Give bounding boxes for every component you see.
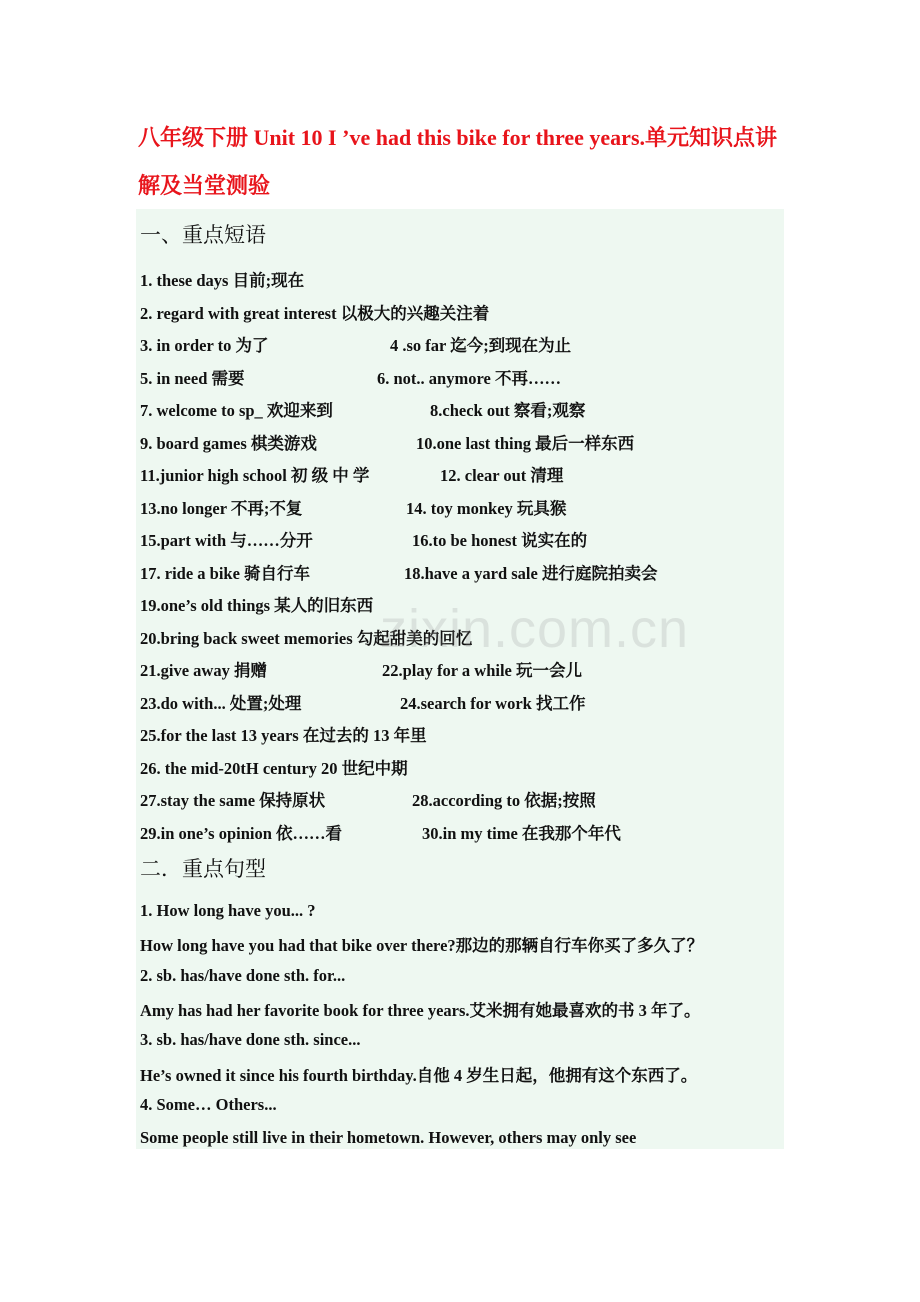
phrase-item: 20.bring back sweet memories 勾起甜美的回忆 [140, 629, 473, 648]
phrase-row [140, 430, 635, 454]
phrase-item: 8.check out 察看;观察 [430, 401, 586, 420]
phrase-row [140, 300, 489, 324]
content-panel [136, 209, 784, 1149]
phrase-item: 24.search for work 找工作 [400, 694, 586, 713]
sentence-line: Some people still live in their hometown. However, others may only see [140, 1128, 637, 1147]
phrase-row [140, 722, 427, 746]
sentence-line: 4. Some… Others... [140, 1095, 277, 1114]
phrase-item: 19.one’s old things 某人的旧东西 [140, 596, 374, 615]
phrase-item: 9. board games 棋类游戏 [140, 434, 317, 453]
phrase-row [140, 820, 621, 844]
phrase-item: 16.to be honest 说实在的 [412, 531, 588, 550]
phrase-row [140, 462, 564, 486]
phrase-item: 5. in need 需要 [140, 369, 245, 388]
phrase-item: 6. not.. anymore 不再…… [377, 369, 561, 388]
sentence-line: He’s owned it since his fourth birthday.自他 4 岁生日起，他拥有这个东西了。 [140, 1066, 698, 1085]
phrase-row [140, 755, 408, 779]
phrase-item: 15.part with 与……分开 [140, 531, 313, 550]
phrase-item: 25.for the last 13 years 在过去的 13 年里 [140, 726, 427, 745]
phrase-row [140, 625, 472, 649]
phrase-item: 17. ride a bike 骑自行车 [140, 564, 311, 583]
phrase-item: 13.no longer 不再;不复 [140, 499, 303, 518]
phrase-row [140, 495, 567, 519]
sentence-line: 2. sb. has/have done sth. for... [140, 966, 346, 985]
sentence-line: How long have you had that bike over there?那边的那辆自行车你买了多久了？ [140, 936, 704, 955]
phrase-item: 10.one last thing 最后一样东西 [416, 434, 635, 453]
phrase-item: 14. toy monkey 玩具猴 [406, 499, 567, 518]
phrase-item: 18.have a yard sale 进行庭院拍卖会 [404, 564, 658, 583]
phrase-row [140, 560, 658, 584]
sentence-line: 1. How long have you... ? [140, 901, 316, 920]
phrase-row [140, 397, 586, 421]
phrase-item: 7. welcome to sp_ 欢迎来到 [140, 401, 333, 420]
phrase-item: 23.do with... 处置;处理 [140, 694, 302, 713]
sentence-line: 3. sb. has/have done sth. since... [140, 1030, 361, 1049]
phrase-row [140, 592, 373, 616]
phrase-item: 30.in my time 在我那个年代 [422, 824, 621, 843]
phrase-row [140, 690, 586, 714]
phrase-item: 11.junior high school 初 级 中 学 [140, 466, 370, 485]
section-heading-phrases: 一、重点短语 [140, 223, 266, 247]
phrase-row [140, 332, 572, 356]
phrase-item: 21.give away 捐赠 [140, 661, 267, 680]
document-title: 八年级下册 Unit 10 I ’ve had this bike for three years.单元知识点讲解及当堂测验 [138, 125, 778, 198]
phrase-item: 29.in one’s opinion 依……看 [140, 824, 343, 843]
phrase-item: 3. in order to 为了 [140, 336, 269, 355]
phrase-row [140, 267, 304, 291]
phrase-item: 12. clear out 清理 [440, 466, 564, 485]
phrase-item: 1. these days 目前;现在 [140, 271, 305, 290]
phrase-item: 28.according to 依据;按照 [412, 791, 596, 810]
phrase-item: 2. regard with great interest 以极大的兴趣关注着 [140, 304, 490, 323]
section-heading-sentences: 二．重点句型 [140, 857, 266, 881]
phrase-row [140, 657, 582, 681]
sentence-line: Amy has had her favorite book for three years.艾米拥有她最喜欢的书 3 年了。 [140, 1001, 701, 1020]
watermark: zixin.com.cn [380, 599, 690, 659]
phrase-row [140, 527, 588, 551]
phrase-item: 26. the mid-20tH century 20 世纪中期 [140, 759, 408, 778]
phrase-item: 22.play for a while 玩一会儿 [382, 661, 582, 680]
phrase-row [140, 365, 561, 389]
phrase-item: 4 .so far 迄今;到现在为止 [390, 336, 572, 355]
phrase-item: 27.stay the same 保持原状 [140, 791, 326, 810]
phrase-row [140, 787, 596, 811]
